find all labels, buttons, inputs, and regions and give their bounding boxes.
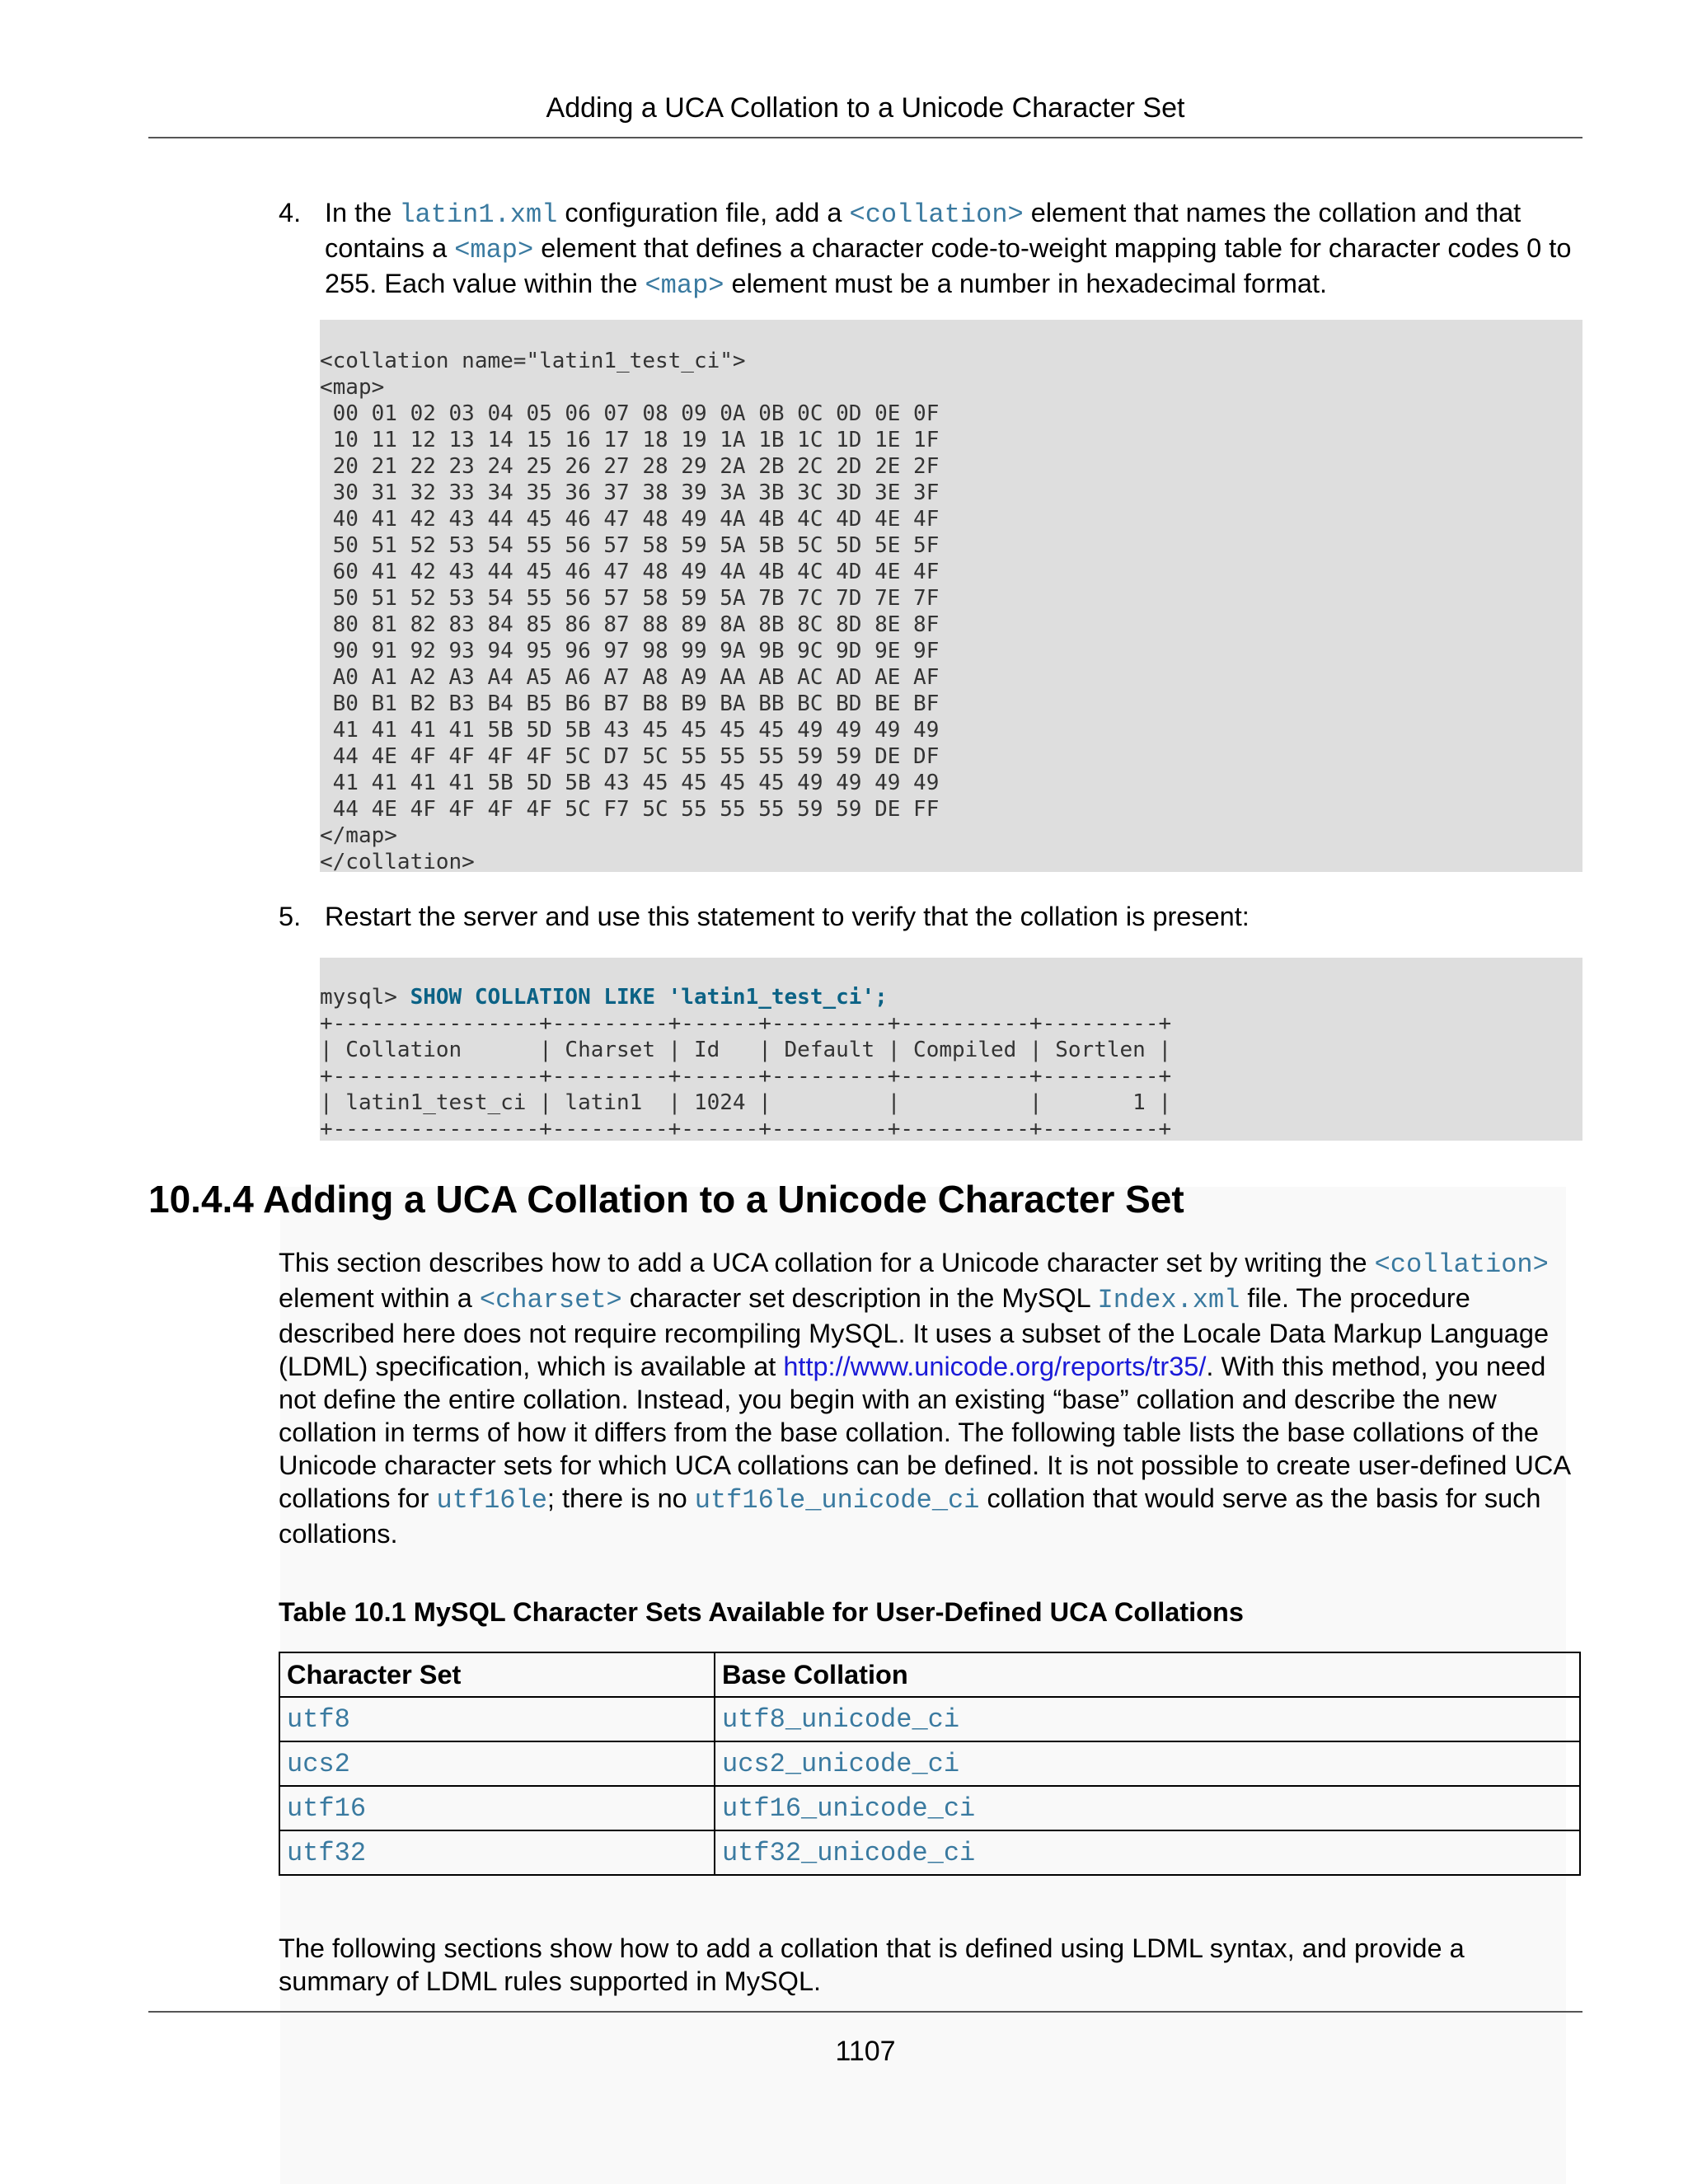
intro-paragraph bbox=[279, 1246, 1581, 1550]
table-row bbox=[279, 1741, 1580, 1786]
text-run: file. The procedure described here does not require recompiling MySQL. It uses a subset of the Locale Data Markup Language (LDML) specification, which is available at bbox=[279, 1283, 1550, 1381]
sql-code bbox=[320, 984, 1582, 1142]
running-header: Adding a UCA Collation to a Unicode Character Set bbox=[546, 92, 1185, 124]
inline-code: <charset> bbox=[479, 1285, 622, 1315]
sql-statement: SHOW COLLATION LIKE 'latin1_test_ci'; bbox=[410, 985, 888, 1010]
charset-cell: utf32 bbox=[279, 1830, 715, 1875]
section-title: 10.4.4 Adding a UCA Collation to a Unicode Character Set bbox=[148, 1178, 1184, 1221]
step-4 bbox=[279, 196, 1581, 302]
step-number: 4. bbox=[279, 198, 302, 227]
collation-cell: utf32_unicode_ci bbox=[715, 1830, 1580, 1875]
text-run: element that defines a character code-to-weight mapping table for character codes 0 to 255. Each value within the bbox=[325, 233, 1572, 298]
ldml-spec-link[interactable]: http://www.unicode.org/reports/tr35/ bbox=[783, 1352, 1207, 1381]
text-run: configuration file, add a bbox=[557, 198, 850, 227]
text-run: element that names the collation and that contains a bbox=[325, 198, 1522, 263]
sql-result: +----------------+---------+------+---------+----------+---------+ | Collation | Charset | Id | Default | Compiled | Sortlen | +----------------+---------+------+---------+----------+---------+ | latin1_test_ci | latin1 | 1024 | | | 1 | +----------------+---------+------+---------+----------+---------+ bbox=[320, 1011, 1172, 1141]
table-row bbox=[279, 1786, 1580, 1830]
charset-cell: utf16 bbox=[279, 1786, 715, 1830]
text-run: . With this method, you need not define the entire collation. Instead, you begin with an existing “base” collation and describe the new collation in terms of how it differs from the base collation. The following table lists the base collations of the Unicode character sets for which UCA collations can be defined. It is not possible to create user-defined UCA collations for bbox=[279, 1352, 1570, 1513]
closing-paragraph: The following sections show how to add a collation that is defined using LDML syntax, and provide a summary of LDML rules supported in MySQL. bbox=[279, 1933, 1465, 1996]
inline-code: Index.xml bbox=[1097, 1285, 1240, 1315]
page-number: 1107 bbox=[835, 2036, 896, 2067]
text-run: In the bbox=[325, 198, 400, 227]
xml-code-block bbox=[320, 320, 1582, 872]
sql-code-block bbox=[320, 958, 1582, 1141]
footer-rule bbox=[148, 2011, 1582, 2013]
step-5 bbox=[279, 900, 1581, 933]
text-run: This section describes how to add a UCA collation for a Unicode character set by writing the bbox=[279, 1248, 1375, 1277]
inline-code: <collation> bbox=[849, 199, 1024, 230]
inline-code: latin1.xml bbox=[399, 199, 558, 230]
charset-cell: ucs2 bbox=[279, 1741, 715, 1786]
collation-cell: ucs2_unicode_ci bbox=[715, 1741, 1580, 1786]
text-run: ; there is no bbox=[546, 1483, 695, 1513]
text-run: element within a bbox=[279, 1283, 480, 1313]
sql-prompt: mysql> bbox=[320, 985, 410, 1010]
table-row bbox=[279, 1830, 1580, 1875]
charset-table bbox=[279, 1652, 1581, 1876]
column-header: Character Set bbox=[279, 1652, 715, 1697]
text-run: element must be a number in hexadecimal format. bbox=[724, 269, 1328, 298]
header-rule bbox=[148, 137, 1582, 138]
collation-cell: utf8_unicode_ci bbox=[715, 1697, 1580, 1741]
column-header: Base Collation bbox=[715, 1652, 1580, 1697]
table-header-row bbox=[279, 1652, 1580, 1697]
inline-code: <map> bbox=[454, 235, 534, 265]
table-caption: Table 10.1 MySQL Character Sets Available for User-Defined UCA Collations bbox=[279, 1597, 1244, 1627]
xml-code: <collation name="latin1_test_ci"> <map> 00 01 02 03 04 05 06 07 08 09 0A 0B 0C 0D 0E 0F 10 11 12 13 14 15 16 17 18 19 1A 1B 1C 1D 1E 1F 20 21 22 23 24 25 26 27 28 29 2A 2B 2C 2D 2E 2F 30 31 32 33 34 35 36 37 38 39 3A 3B 3C 3D 3E 3F 40 41 42 43 44 45 46 47 48 49 4A 4B 4C 4D 4E 4F 50 51 52 53 54 55 56 57 58 59 5A 5B 5C 5D 5E 5F 60 41 42 43 44 45 46 47 48 49 4A 4B 4C 4D 4E 4F 50 51 52 53 54 55 56 57 58 59 5A 7B 7C 7D 7E 7F 80 81 82 83 84 85 86 87 88 89 8A 8B 8C 8D 8E 8F 90 91 92 93 94 95 96 97 98 99 9A 9B 9C 9D 9E 9F A0 A1 A2 A3 A4 A5 A6 A7 A8 A9 AA AB AC AD AE AF B0 B1 B2 B3 B4 B5 B6 B7 B8 B9 BA BB BC BD BE BF 41 41 41 41 5B 5D 5B 43 45 45 45 45 49 49 49 49 44 4E 4F 4F 4F 4F 5C D7 5C 55 55 55 59 59 DE DF 41 41 41 41 5B 5D 5B 43 45 45 45 45 49 49 49 49 44 4E 4F 4F 4F 4F 5C F7 5C 55 55 55 59 59 DE FF </map> </collation> bbox=[320, 349, 940, 874]
inline-code: <collation> bbox=[1374, 1249, 1549, 1280]
inline-code: utf16le bbox=[436, 1485, 547, 1516]
inline-code: <map> bbox=[645, 270, 724, 301]
table-row bbox=[279, 1697, 1580, 1741]
step-number: 5. bbox=[279, 902, 302, 931]
inline-code: utf16le_unicode_ci bbox=[694, 1485, 980, 1516]
text-run: collation that would serve as the basis for such collations. bbox=[279, 1483, 1541, 1549]
step-text bbox=[325, 196, 1581, 302]
collation-cell: utf16_unicode_ci bbox=[715, 1786, 1580, 1830]
text-run: character set description in the MySQL bbox=[621, 1283, 1098, 1313]
charset-cell: utf8 bbox=[279, 1697, 715, 1741]
step-text: Restart the server and use this statement to verify that the collation is present: bbox=[325, 902, 1250, 931]
